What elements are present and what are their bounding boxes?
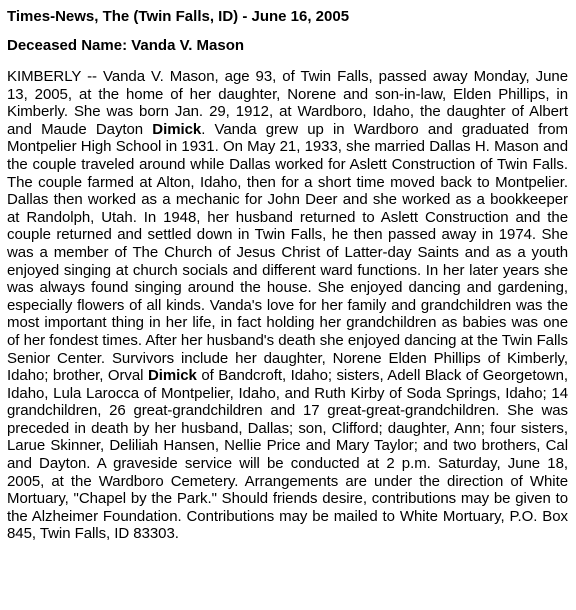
deceased-name-heading: Deceased Name: Vanda V. Mason <box>7 37 245 54</box>
obituary-text-part-1: KIMBERLY -- Vanda V. Mason, age 93, of Twin Falls, passed away Monday, June 13, 2005, at the home of her daughter, Norene and son-in-law, Elden Phillips, in Kimberly. She was born Jan. 29, 1912, at Wardboro, Idaho, the daughter of Albert and Maude Dayton <box>7 68 568 138</box>
obituary-text-part-3: of Bandcroft, Idaho; sisters, Adell Black of Georgetown, Idaho, Lula Larocca of Montpelier, Idaho, and Ruth Kirby of Soda Springs, Idaho; 14 grandchildren, 26 great-grandchildren and 17 great-great-grandchildren. She was preceded in death by her husband, Dallas; son, Clifford; daughter, Ann; four sisters, Larue Skinner, Deliliah Hansen, Nellie Price and Mary Taylor; and two brothers, Cal and Dayton. A graveside service will be conducted at 2 p.m. Saturday, June 18, 2005, at the Wardboro Cemetery. Arrangements are under the direction of White Mortuary, "Chapel by the Park." Should friends desire, contributions may be given to the Alzheimer Foundation. Contributions may be mailed to White Mortuary, P.O. Box 845, Twin Falls, ID 83303. <box>7 367 568 543</box>
source-heading: Times-News, The (Twin Falls, ID) - June 16, 2005 <box>7 8 350 25</box>
highlighted-surname: Dimick <box>152 120 202 138</box>
obituary-text <box>7 68 568 543</box>
highlighted-surname: Dimick <box>147 367 197 385</box>
obituary-text-part-2: . Vanda grew up in Wardboro and graduated from Montpelier High School in 1931. On May 21, 1933, she married Dallas H. Mason and the couple traveled around while Dallas worked for Aslett Construction of Twin Falls. The couple farmed at Alton, Idaho, then for a short time moved back to Montpelier. Dallas then worked as a mechanic for John Deer and she worked as a bookkeeper at Randolph, Utah. In 1948, her husband returned to Aslett Construction and the couple returned and settled down in Twin Falls, he then passed away in 1974. She was a member of The Church of Jesus Christ of Latter-day Saints and as a youth enjoyed singing at church socials and different ward functions. In her later years she was always found singing around the house. She enjoyed dancing and gardening, especially flowers of all kinds. Vanda's love for her family and grandchildren was the most important thing in her life, in fact holding her grandchildren as babies was one of her fondest times. After her husband's death she enjoyed dancing at the Twin Falls Senior Center. Survivors include her daughter, Norene Elden Phillips of Kimberly, Idaho; brother, Orval <box>7 120 568 385</box>
